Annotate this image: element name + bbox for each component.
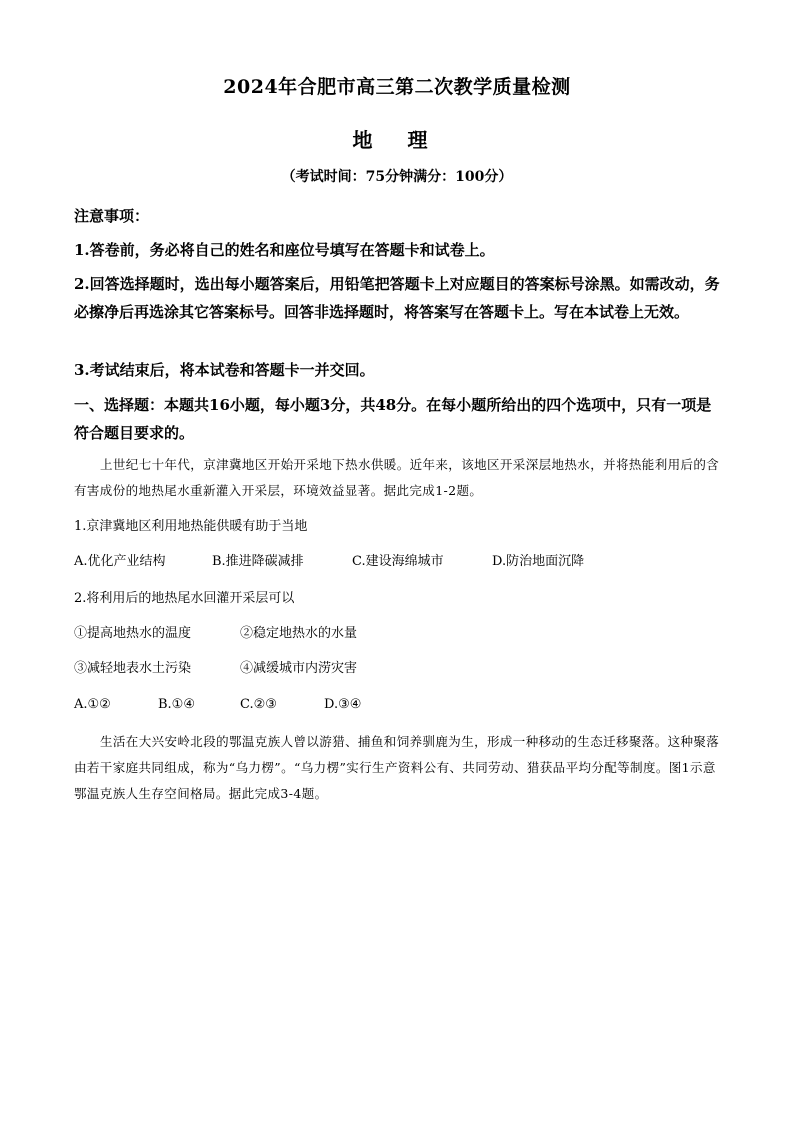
section-heading: 一、选择题：本题共16小题，每小题3分，共48分。在每小题所给出的四个选项中，只有一项是符合题目要求的。 xyxy=(74,396,712,442)
question-1-option-a[interactable]: A.优化产业结构 xyxy=(74,554,166,569)
question-2-stem: 2.将利用后的地热尾水回灌开采层可以 xyxy=(74,591,295,606)
question-2-statement-3: ③减轻地表水土污染 xyxy=(74,661,192,676)
exam-time-info: （考试时间：75分钟满分：100分） xyxy=(281,169,513,185)
question-2-statement-1: ①提高地热水的温度 xyxy=(74,626,192,641)
question-1-option-d[interactable]: D.防治地面沉降 xyxy=(492,554,585,569)
note-item-2: 2.回答选择题时，选出每小题答案后，用铅笔把答题卡上对应题目的答案标号涂黑。如需改动，务必擦净后再选涂其它答案标号。回答非选择题时，将答案写在答题卡上。写在本试卷上无效。 xyxy=(74,275,720,321)
question-2-statement-4: ④减缓城市内涝灾害 xyxy=(240,661,358,676)
question-1-option-c[interactable]: C.建设海绵城市 xyxy=(352,554,444,569)
question-2-option-c[interactable]: C.②③ xyxy=(240,697,277,712)
reading-passage-2: 生活在大兴安岭北段的鄂温克族人曾以游猎、捕鱼和饲养驯鹿为生，形成一种移动的生态迁移聚落。这种聚落由若干家庭共同组成，称为“乌力楞”。“乌力楞”实行生产资料公有、共同劳动、猎获品平均分配等制度。图1示意鄂温克族人生存空间格局。据此完成3-4题。 xyxy=(74,734,720,801)
question-2-option-d[interactable]: D.③④ xyxy=(324,697,362,712)
note-item-1: 1.答卷前，务必将自己的姓名和座位号填写在答题卡和试卷上。 xyxy=(74,241,495,259)
question-1-stem: 1.京津冀地区利用地热能供暖有助于当地 xyxy=(74,519,308,534)
exam-title: 2024年合肥市高三第二次教学质量检测 xyxy=(223,76,571,98)
question-2-option-a[interactable]: A.①② xyxy=(74,697,111,712)
subject-title: 地 理 xyxy=(352,128,442,152)
question-2-option-b[interactable]: B.①④ xyxy=(158,697,195,712)
note-item-3: 3.考试结束后，将本试卷和答题卡一并交回。 xyxy=(74,361,375,379)
reading-passage-1: 上世纪七十年代，京津冀地区开始开采地下热水供暖。近年来，该地区开采深层地热水，并将热能利用后的含有害成份的地热尾水重新灌入开采层，环境效益显著。据此完成1-2题。 xyxy=(74,457,720,498)
question-2-statement-2: ②稳定地热水的水量 xyxy=(240,626,358,641)
question-1-option-b[interactable]: B.推进降碳减排 xyxy=(212,554,304,569)
notes-heading: 注意事项： xyxy=(74,207,150,225)
